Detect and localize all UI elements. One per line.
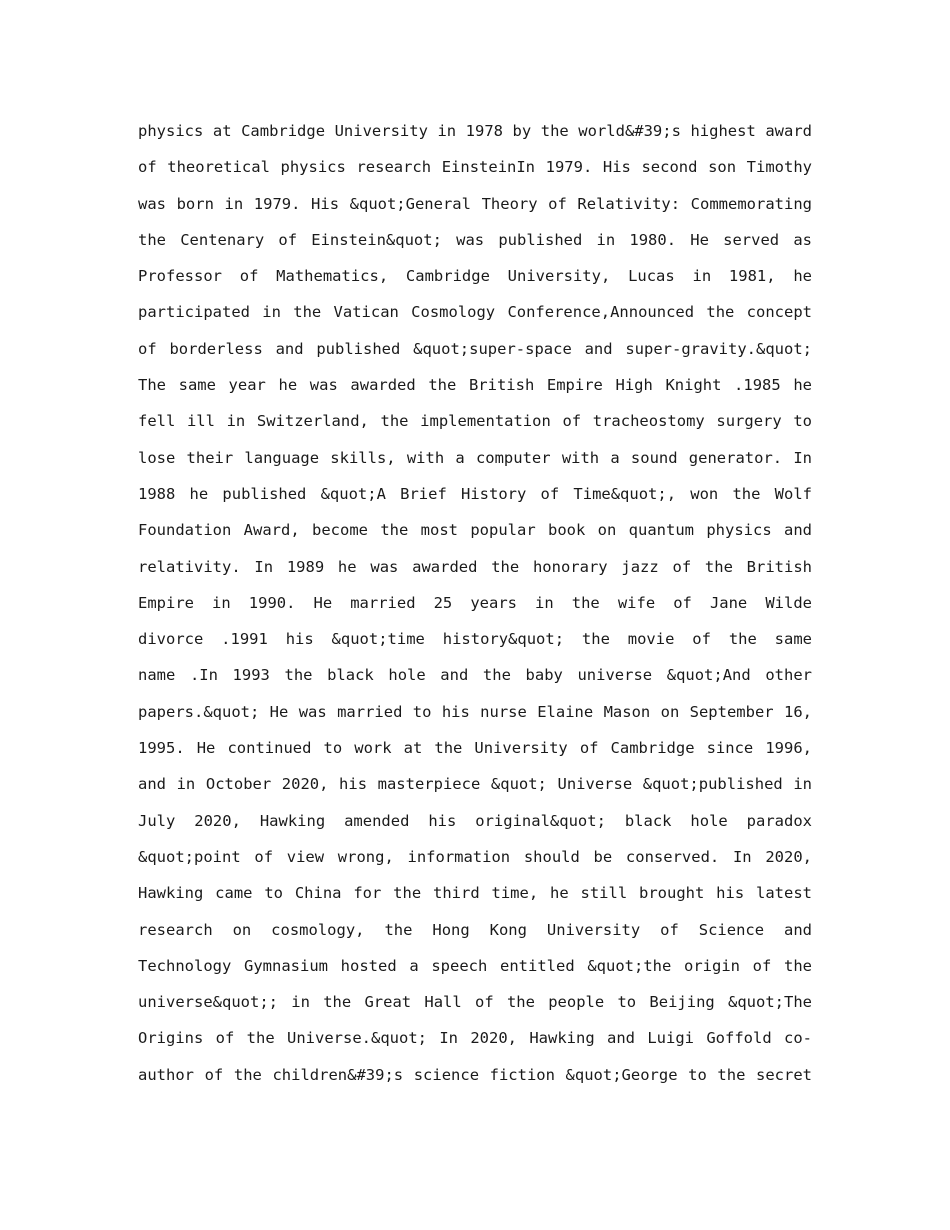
text-line: Foundation Award, become the most popular book on quantum physics and bbox=[138, 521, 812, 540]
body-text bbox=[138, 113, 812, 1093]
text-line: author of the children&#39;s science fiction &quot;George to the secret bbox=[138, 1065, 812, 1084]
text-line: fell ill in Switzerland, the implementation of tracheostomy surgery to bbox=[138, 412, 812, 431]
text-line: and in October 2020, his masterpiece &quot; Universe &quot;published in bbox=[138, 775, 812, 794]
text-line: 1995. He continued to work at the University of Cambridge since 1996, bbox=[138, 739, 812, 758]
text-line: Origins of the Universe.&quot; In 2020, Hawking and Luigi Goffold co- bbox=[138, 1029, 812, 1048]
text-line: name .In 1993 the black hole and the baby universe &quot;And other bbox=[138, 666, 812, 685]
text-line: lose their language skills, with a computer with a sound generator. In bbox=[138, 448, 812, 467]
text-line: papers.&quot; He was married to his nurse Elaine Mason on September 16, bbox=[138, 702, 812, 721]
text-line: of theoretical physics research EinsteinIn 1979. His second son Timothy bbox=[138, 158, 812, 177]
text-line: Technology Gymnasium hosted a speech entitled &quot;the origin of the bbox=[138, 956, 812, 975]
text-line: Hawking came to China for the third time, he still brought his latest bbox=[138, 884, 812, 903]
text-line: divorce .1991 his &quot;time history&quot; the movie of the same bbox=[138, 630, 812, 649]
text-line: Empire in 1990. He married 25 years in the wife of Jane Wilde bbox=[138, 593, 812, 612]
text-line: of borderless and published &quot;super-space and super-gravity.&quot; bbox=[138, 339, 812, 358]
text-line: the Centenary of Einstein&quot; was published in 1980. He served as bbox=[138, 230, 812, 249]
text-line: 1988 he published &quot;A Brief History of Time&quot;, won the Wolf bbox=[138, 484, 812, 503]
text-line: July 2020, Hawking amended his original&quot; black hole paradox bbox=[138, 811, 812, 830]
text-line: Professor of Mathematics, Cambridge University, Lucas in 1981, he bbox=[138, 267, 812, 286]
text-line: was born in 1979. His &quot;General Theory of Relativity: Commemorating bbox=[138, 194, 812, 213]
text-line: research on cosmology, the Hong Kong University of Science and bbox=[138, 920, 812, 939]
text-line: The same year he was awarded the British Empire High Knight .1985 he bbox=[138, 376, 812, 395]
text-line: &quot;point of view wrong, information should be conserved. In 2020, bbox=[138, 847, 812, 866]
text-line: physics at Cambridge University in 1978 by the world&#39;s highest award bbox=[138, 122, 812, 140]
text-line: relativity. In 1989 he was awarded the honorary jazz of the British bbox=[138, 557, 812, 576]
text-line: participated in the Vatican Cosmology Conference,Announced the concept bbox=[138, 303, 812, 322]
text-line: universe&quot;; in the Great Hall of the people to Beijing &quot;The bbox=[138, 993, 812, 1012]
